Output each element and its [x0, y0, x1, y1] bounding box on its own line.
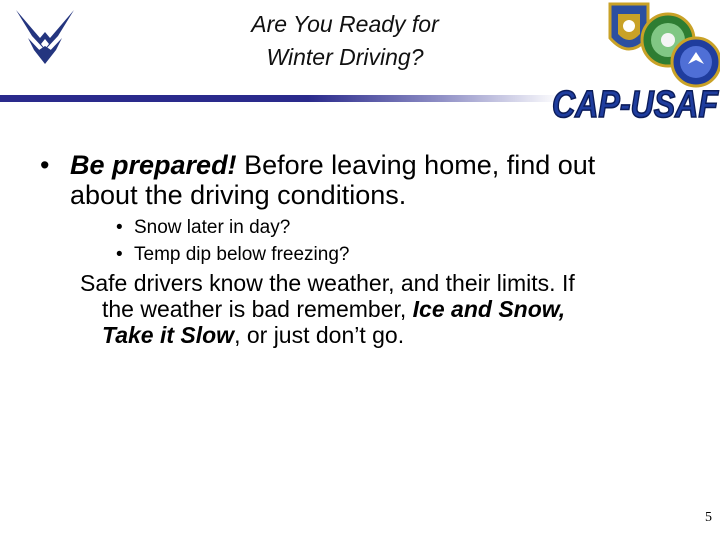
safety-paragraph	[80, 270, 680, 348]
cap-usaf-logo-text: CAP-USAF	[552, 84, 720, 124]
title-line-2: Winter Driving?	[266, 44, 424, 70]
bullet-text-line-1: Before leaving home, find out	[236, 150, 596, 180]
sub-bullet-text: Snow later in day?	[134, 217, 291, 238]
paragraph-emphasis: Ice and Snow,	[412, 296, 566, 322]
paragraph-line-1: Safe drivers know the weather, and their limits. If	[80, 270, 575, 296]
sub-bullet-text: Temp dip below freezing?	[134, 244, 350, 265]
paragraph-text: , or just don’t go.	[234, 322, 405, 348]
paragraph-text: the weather is bad remember,	[102, 296, 413, 322]
bullet-marker: •	[40, 150, 50, 180]
bullet-text	[70, 150, 690, 210]
sub-bullet-marker: •	[116, 244, 123, 265]
page-number: 5	[705, 510, 712, 525]
bullet-text-line-2: about the driving conditions.	[70, 180, 407, 210]
paragraph-emphasis: Take it Slow	[102, 322, 235, 348]
sub-bullet-marker: •	[116, 217, 123, 238]
bullet-emphasis: Be prepared!	[70, 150, 237, 180]
paragraph-line-2	[80, 296, 680, 322]
title-line-1: Are You Ready for	[251, 11, 439, 37]
paragraph-line-3	[80, 322, 680, 348]
